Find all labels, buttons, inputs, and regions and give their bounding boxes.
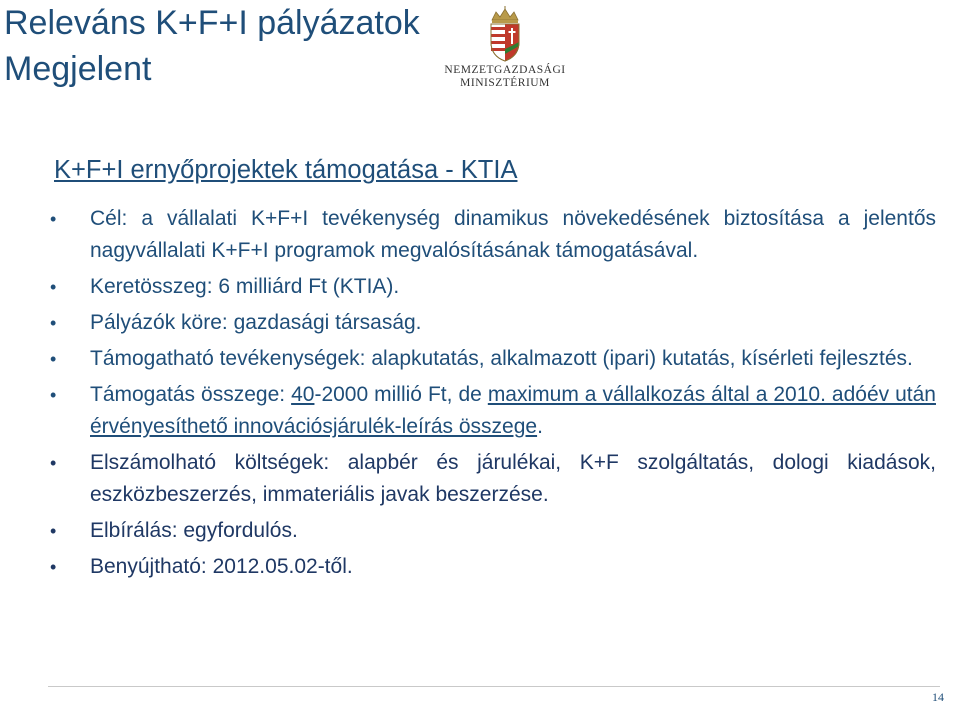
bullet-text-underlined: maximum a vállalkozás által a 2010. adóév után érvényesíthető innovációsjárulék-leírás összege (90, 383, 936, 438)
footer-divider (48, 686, 940, 687)
bullet-item-budget (50, 271, 936, 303)
ministry-name-line-1: NEMZETGAZDASÁGI (444, 64, 566, 76)
bullet-text-part: Támogatás összege: (90, 383, 292, 406)
bullet-text: Cél: a vállalati K+F+I tevékenység dinamikus növekedésének biztosítása a jelentős nagyvállalati K+F+I programok megvalósításának támogatásával. (90, 207, 936, 262)
title-line-2: Megjelent (4, 50, 152, 88)
bullet-text: Elbírálás: egyfordulós. (90, 519, 298, 542)
bullet-item-goal (50, 203, 936, 267)
bullet-item-evaluation (50, 515, 936, 547)
bullet-icon: • (50, 453, 57, 473)
bullet-text-part: . (537, 415, 543, 438)
title-line-1: Releváns K+F+I pályázatok (4, 4, 420, 42)
bullet-icon: • (50, 277, 57, 297)
bullet-text: Benyújtható: 2012.05.02-től. (90, 555, 353, 578)
bullet-item-applicants (50, 307, 936, 339)
bullet-icon: • (50, 209, 57, 229)
bullet-text-underlined: 40 (291, 383, 315, 406)
ministry-name (430, 64, 580, 90)
ministry-name-line-2: MINISZTÉRIUM (460, 77, 550, 89)
bullet-text: Elszámolható költségek: alapbér és járulékai, K+F szolgáltatás, dologi kiadások, eszközbeszerzés, immateriális javak beszerzése. (90, 451, 936, 506)
bullet-icon: • (50, 313, 57, 333)
bullet-icon: • (50, 521, 57, 541)
bullet-text: Keretösszeg: 6 milliárd Ft (KTIA). (90, 275, 400, 298)
coat-of-arms-icon (482, 6, 528, 62)
bullet-text-part: -2000 millió Ft, de (314, 383, 488, 406)
bullet-item-activities (50, 343, 936, 375)
bullet-icon: • (50, 557, 57, 577)
bullet-text: Pályázók köre: gazdasági társaság. (90, 311, 422, 334)
bullet-text: Támogatható tevékenységek: alapkutatás, alkalmazott (ipari) kutatás, kísérleti fejlesztés. (90, 347, 913, 370)
bullet-item-submission (50, 551, 936, 583)
bullet-item-costs (50, 447, 936, 511)
bullet-icon: • (50, 349, 57, 369)
bullet-icon: • (50, 385, 57, 405)
bullet-item-amount (50, 379, 936, 443)
section-subtitle: K+F+I ernyőprojektek támogatása - KTIA (54, 156, 518, 184)
ministry-logo (430, 6, 580, 98)
page-title (4, 0, 420, 92)
page-number: 14 (932, 690, 944, 704)
bullet-list (50, 203, 936, 587)
